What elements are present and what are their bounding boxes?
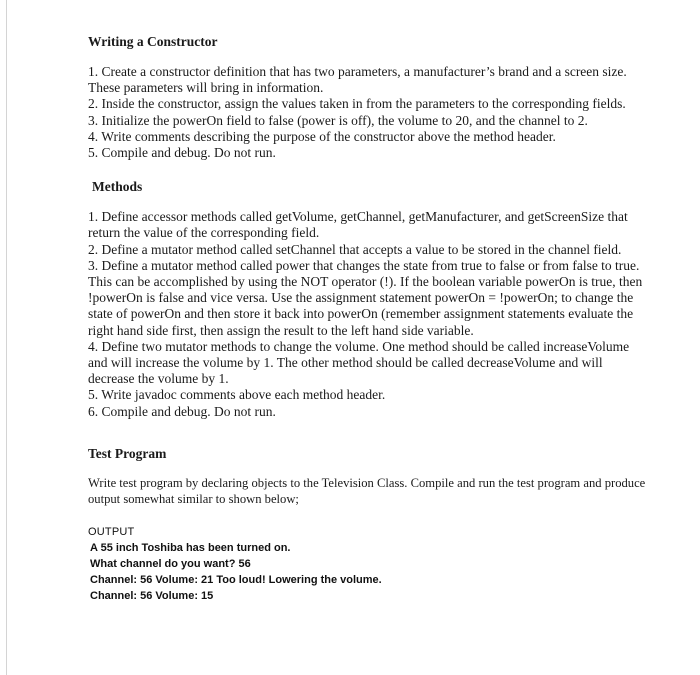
page-edge-line — [6, 0, 7, 675]
list-item: 3. Define a mutator method called power that changes the state from true to false or from false to true. This can be accomplished by using the NOT operator (!). If the boolean variable powerOn is true, then !powerOn is false and vice versa. Use the assignment statement powerOn = !powerOn; to change the state of powerOn and then store it back into powerOn (remember assignment statements evaluate the right hand side first, then assign the result to the left hand side variable. — [88, 257, 643, 338]
list-item: 1. Create a constructor definition that has two parameters, a manufacturer’s brand and a screen size. These parameters will bring in information. — [88, 64, 627, 96]
methods-steps-list — [88, 209, 648, 420]
output-line: What channel do you want? 56 — [90, 557, 251, 570]
output-line: Channel: 56 Volume: 15 — [90, 589, 214, 602]
constructor-steps-list — [88, 64, 648, 161]
list-item: 4. Define two mutator methods to change the volume. One method should be called increaseVolume and will increase the volume by 1. The other method should be called decreaseVolume and will decrease the volume by 1. — [88, 338, 630, 387]
list-item: 3. Initialize the powerOn field to false (power is off), the volume to 20, and the channel to 2. — [88, 112, 588, 128]
list-item: 6. Compile and debug. Do not run. — [88, 403, 276, 419]
list-item: 2. Define a mutator method called setChannel that accepts a value to be stored in the channel field. — [88, 241, 622, 257]
test-program-description: Write test program by declaring objects to the Television Class. Compile and run the test program and produce output somewhat similar to shown below; — [88, 475, 646, 507]
methods-heading: Methods — [92, 179, 143, 195]
output-line: A 55 inch Toshiba has been turned on. — [90, 541, 291, 554]
document-page — [88, 30, 648, 604]
list-item: 4. Write comments describing the purpose of the constructor above the method header. — [88, 128, 556, 144]
output-block — [88, 524, 648, 604]
list-item: 1. Define accessor methods called getVolume, getChannel, getManufacturer, and getScreenSize that return the value of the corresponding field. — [88, 209, 628, 241]
output-title: OUTPUT — [88, 525, 135, 538]
list-item: 5. Compile and debug. Do not run. — [88, 145, 276, 161]
constructor-heading: Writing a Constructor — [88, 34, 218, 49]
list-item: 5. Write javadoc comments above each method header. — [88, 387, 386, 403]
list-item: 2. Inside the constructor, assign the values taken in from the parameters to the corresponding fields. — [88, 96, 626, 112]
test-program-heading: Test Program — [88, 445, 167, 461]
output-line: Channel: 56 Volume: 21 Too loud! Lowering the volume. — [90, 573, 382, 586]
